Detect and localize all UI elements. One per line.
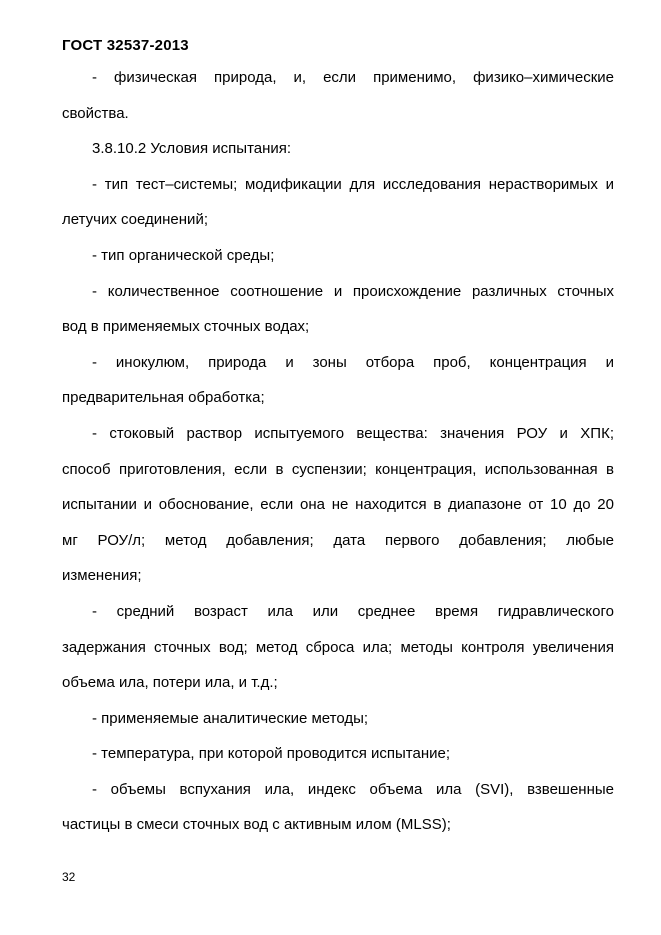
paragraph-continuation: вод в применяемых сточных водах; [62, 318, 310, 336]
paragraph-continuation: мг РОУ/л; метод добавления; дата первого добавления; любые [62, 531, 614, 549]
paragraph: - применяемые аналитические методы; [92, 709, 369, 727]
section-heading: 3.8.10.2 Условия испытания: [92, 140, 292, 158]
paragraph: - стоковый раствор испытуемого вещества: значения РОУ и ХПК; [92, 424, 614, 442]
paragraph-continuation: способ приготовления, если в суспензии; концентрация, использованная в [62, 460, 614, 478]
document-header: ГОСТ 32537-2013 [62, 37, 189, 54]
document-body [62, 60, 614, 843]
paragraph: - тип органической среды; [92, 246, 275, 264]
paragraph-continuation: объема ила, потери ила, и т.д.; [62, 674, 278, 692]
paragraph-continuation: испытании и обоснование, если она не находится в диапазоне от 10 до 20 [62, 496, 614, 514]
paragraph: - средний возраст ила или среднее время гидравлического [92, 602, 614, 620]
paragraph-continuation: изменения; [62, 567, 142, 585]
paragraph: - инокулюм, природа и зоны отбора проб, концентрация и [92, 353, 614, 371]
paragraph: - температура, при которой проводится испытание; [92, 745, 451, 763]
paragraph: - объемы вспухания ила, индекс объема ила (SVI), взвешенные [92, 780, 614, 798]
paragraph: - тип тест–системы; модификации для исследования нерастворимых и [92, 175, 614, 193]
paragraph-continuation: предварительная обработка; [62, 389, 265, 407]
paragraph: - количественное соотношение и происхождение различных сточных [92, 282, 614, 300]
paragraph-continuation: летучих соединений; [62, 211, 208, 229]
paragraph-continuation: свойства. [62, 104, 129, 122]
paragraph-continuation: частицы в смеси сточных вод с активным илом (MLSS); [62, 816, 451, 834]
paragraph-continuation: задержания сточных вод; метод сброса ила; методы контроля увеличения [62, 638, 614, 656]
paragraph: - физическая природа, и, если применимо, физико–химические [92, 69, 614, 86]
page-number: 32 [62, 870, 76, 884]
